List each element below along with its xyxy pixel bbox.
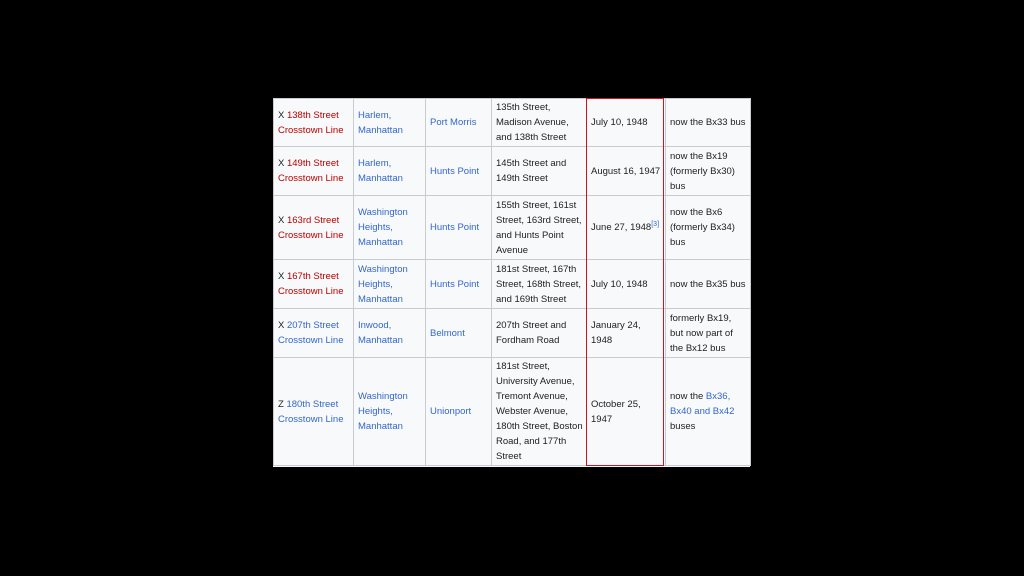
- route-table-screenshot: [273, 98, 750, 467]
- date-text: October 25, 1947: [591, 398, 641, 425]
- note-cell: [666, 147, 751, 196]
- terminal-link[interactable]: Hunts Point: [430, 165, 480, 177]
- date-text: July 10, 1948: [591, 117, 648, 128]
- note-cell: [666, 309, 751, 358]
- streets-cell: 135th Street, Madison Avenue, and 138th Street: [492, 99, 587, 147]
- terminal-link[interactable]: Hunts Point: [430, 222, 480, 233]
- line-link[interactable]: 149th Street Crosstown Line: [278, 158, 344, 184]
- date-cell: [587, 196, 666, 260]
- table-row: [274, 196, 751, 260]
- neighborhood-cell: [354, 358, 426, 466]
- date-cell: [587, 358, 666, 466]
- line-cell: [274, 147, 354, 196]
- line-cell: [274, 196, 354, 260]
- streets-cell: 207th Street and Fordham Road: [492, 309, 587, 358]
- table-body: [274, 99, 751, 466]
- neighborhood-link[interactable]: Harlem, Manhattan: [358, 109, 403, 136]
- terminal-link[interactable]: Hunts Point: [430, 278, 480, 290]
- date-text: January 24, 1948: [591, 320, 641, 346]
- note-cell: [666, 260, 751, 309]
- note-cell: [666, 358, 751, 466]
- bus-route-link[interactable]: Bx36, Bx40 and Bx42: [670, 391, 735, 417]
- note-cell: [666, 99, 751, 147]
- date-text: July 10, 1948: [591, 278, 648, 290]
- streets-cell: 181st Street, University Avenue, Tremont Avenue, Webster Avenue, 180th Street, Boston Road, and 177th Street: [492, 358, 587, 466]
- line-link[interactable]: 207th Street Crosstown Line: [278, 320, 344, 346]
- neighborhood-link[interactable]: Washington Heights, Manhattan: [358, 263, 408, 305]
- terminal-cell: [426, 260, 492, 309]
- neighborhood-cell: [354, 309, 426, 358]
- line-cell: [274, 309, 354, 358]
- streets-cell: 145th Street and 149th Street: [492, 147, 587, 196]
- table-row: [274, 99, 751, 147]
- note-text: now the Bx6 (formerly Bx34) bus: [670, 207, 735, 248]
- terminal-cell: [426, 358, 492, 466]
- table-row: [274, 147, 751, 196]
- date-cell: [587, 309, 666, 358]
- line-link[interactable]: 138th Street Crosstown Line: [278, 109, 344, 136]
- note-suffix: buses: [670, 421, 696, 432]
- terminal-link[interactable]: Unionport: [430, 406, 472, 417]
- note-text: now the Bx33 bus: [670, 117, 746, 128]
- bus-routes-table: [273, 98, 751, 466]
- streets-cell: 181st Street, 167th Street, 168th Street, and 169th Street: [492, 260, 587, 309]
- line-link[interactable]: 163rd Street Crosstown Line: [278, 214, 344, 241]
- table-row: [274, 260, 751, 309]
- line-link[interactable]: 180th Street Crosstown Line: [278, 398, 344, 425]
- neighborhood-link[interactable]: Harlem, Manhattan: [358, 158, 403, 184]
- line-cell: [274, 99, 354, 147]
- date-cell: [587, 147, 666, 196]
- terminal-cell: [426, 147, 492, 196]
- note-text: now the Bx35 bus: [670, 278, 746, 290]
- neighborhood-cell: [354, 99, 426, 147]
- line-cell: [274, 358, 354, 466]
- table-row: [274, 309, 751, 358]
- neighborhood-cell: [354, 260, 426, 309]
- route-prefix: X: [278, 158, 285, 169]
- date-cell: [587, 260, 666, 309]
- route-prefix: X: [278, 271, 285, 282]
- route-prefix: X: [278, 214, 285, 226]
- line-cell: [274, 260, 354, 309]
- note-text: now the: [670, 391, 706, 402]
- date-cell: [587, 99, 666, 147]
- route-prefix: Z: [278, 398, 284, 410]
- reference-link[interactable]: [3]: [651, 220, 660, 228]
- terminal-cell: [426, 309, 492, 358]
- note-text: now the Bx19 (formerly Bx30) bus: [670, 150, 735, 192]
- terminal-link[interactable]: Belmont: [430, 327, 465, 339]
- table-row: [274, 358, 751, 466]
- terminal-cell: [426, 99, 492, 147]
- note-text: formerly Bx19, but now part of the Bx12 bus: [670, 312, 733, 354]
- neighborhood-cell: [354, 196, 426, 260]
- note-cell: [666, 196, 751, 260]
- neighborhood-link[interactable]: Inwood, Manhattan: [358, 320, 403, 346]
- route-prefix: X: [278, 109, 285, 121]
- streets-cell: 155th Street, 161st Street, 163rd Street, and Hunts Point Avenue: [492, 196, 587, 260]
- neighborhood-link[interactable]: Washington Heights, Manhattan: [358, 391, 408, 432]
- neighborhood-cell: [354, 147, 426, 196]
- date-text: August 16, 1947: [591, 165, 661, 177]
- line-link[interactable]: 167th Street Crosstown Line: [278, 271, 344, 297]
- neighborhood-link[interactable]: Washington Heights, Manhattan: [358, 207, 408, 248]
- date-text: June 27, 1948: [591, 222, 652, 233]
- route-prefix: X: [278, 320, 285, 331]
- terminal-link[interactable]: Port Morris: [430, 117, 477, 128]
- terminal-cell: [426, 196, 492, 260]
